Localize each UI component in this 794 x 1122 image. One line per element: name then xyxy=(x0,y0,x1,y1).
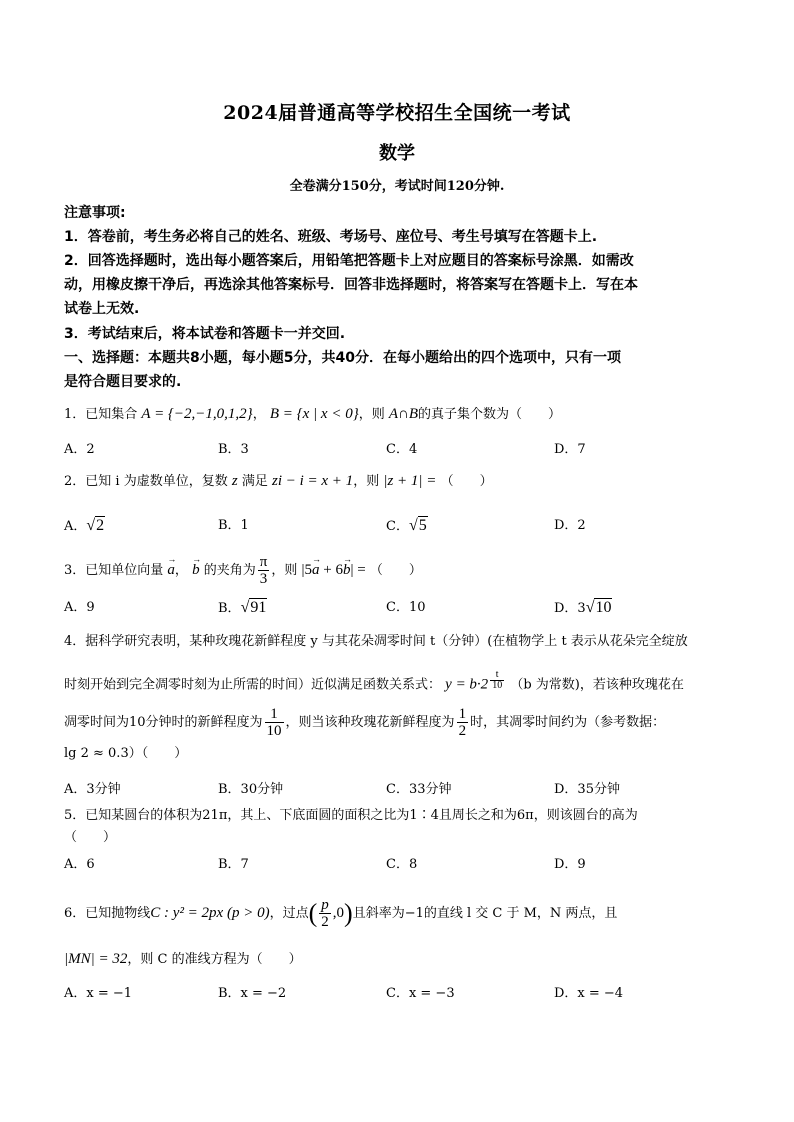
q6-post: 且斜率为−1的直线 l 交 C 于 M，N 两点，且 xyxy=(352,906,618,921)
q6-point-tail: ,0 xyxy=(332,905,345,921)
q5-option-d: D．9 xyxy=(554,857,586,872)
q3-option-d-label: D．3 xyxy=(554,601,586,616)
q6-option-c: C．x = −3 xyxy=(386,986,455,1001)
question-4-line-2 xyxy=(64,670,684,695)
q4-fraction-1-numerator: 1 xyxy=(265,706,284,723)
q3-vector-b: → b xyxy=(192,560,200,580)
q1-intersection: A∩B xyxy=(388,406,419,422)
q1-option-b: B．3 xyxy=(218,442,249,457)
q1-option-a: A．2 xyxy=(64,442,95,457)
q1-prefix: 1．已知集合 xyxy=(64,407,138,422)
q3-vector-a: → a xyxy=(167,560,175,580)
q3-option-b-label: B． xyxy=(218,601,241,616)
exam-title: 2024届普通高等学校招生全国统一考试 xyxy=(223,102,571,124)
note-3: 3．考试结束后，将本试卷和答题卡一并交回. xyxy=(64,326,346,342)
section-1-line-2: 是符合题目要求的. xyxy=(64,374,182,390)
q4-option-d: D．35分钟 xyxy=(554,782,620,797)
q5-option-b: B．7 xyxy=(218,857,249,872)
sqrt-sign: √2 xyxy=(86,517,105,534)
q2-option-a xyxy=(64,516,105,537)
q3-option-d xyxy=(554,598,612,619)
q2-option-c-label: C． xyxy=(386,519,409,534)
note-2-line-3: 试卷上无效. xyxy=(64,301,140,317)
q3-option-b xyxy=(218,598,267,619)
q2-option-a-label: A． xyxy=(64,519,87,534)
question-2 xyxy=(64,471,493,492)
question-5-line-2: （ ） xyxy=(64,830,117,845)
q1-set-a: A = {−2,−1,0,1,2} xyxy=(141,406,253,422)
q6-point-denominator: 2 xyxy=(321,914,329,930)
note-2-line-2: 动，用橡皮擦干净后，再选涂其他答案标号．回答非选择题时，将答案写在答题卡上．写在本 xyxy=(64,277,638,293)
question-6-line-2 xyxy=(64,949,302,970)
q3-prefix: 3．已知单位向量 xyxy=(64,563,164,578)
q6-point-numerator: p xyxy=(321,897,329,913)
q3-angle-fraction xyxy=(258,554,270,587)
q2-option-c-radicand: 5 xyxy=(418,517,427,534)
q3-expr-start: |5 xyxy=(301,562,312,578)
q2-option-b: B．1 xyxy=(218,518,249,533)
question-1 xyxy=(64,404,561,425)
q4-line-3-post: 时，其凋零时间约为（参考数据： xyxy=(470,715,666,730)
sqrt-sign: √5 xyxy=(408,517,427,534)
q2-option-a-radicand: 2 xyxy=(96,517,105,534)
q6-curve: C : y² = 2px (p > 0) xyxy=(150,905,270,921)
q2-then: ，则 xyxy=(353,474,380,489)
q2-post: （ ） xyxy=(440,474,493,489)
q4-fraction-1 xyxy=(265,706,284,739)
q4-line-2-prefix: 时刻开始到完全凋零时刻为止所需的时间）近似满足函数关系式： xyxy=(64,677,442,693)
question-4-line-1: 4．据科学研究表明，某种玫瑰花新鲜程度 y 与其花朵凋零时间 t（分钟）(在植物学上 t 表示从花朵完全绽放 xyxy=(64,634,688,649)
q4-exponent-fraction xyxy=(490,670,504,691)
q4-option-c: C．33分钟 xyxy=(386,782,452,797)
note-2-line-1: 2．回答选择题时，选出每小题答案后，用铅笔把答题卡上对应题目的答案标号涂黑．如需改 xyxy=(64,253,634,269)
exam-info: 全卷满分150分，考试时间120分钟. xyxy=(289,179,505,194)
q1-middle: ，则 xyxy=(358,407,385,422)
q2-option-c xyxy=(386,516,428,537)
q3-separator: ， xyxy=(174,563,188,578)
q1-separator: ， xyxy=(252,407,266,422)
q3-middle: 的夹角为 xyxy=(203,563,256,578)
q1-option-d: D．7 xyxy=(554,442,586,457)
q6-option-b: B．x = −2 xyxy=(218,986,287,1001)
section-1-line-1: 一、选择题：本题共8小题，每小题5分，共40分．在每小题给出的四个选项中，只有一项 xyxy=(64,350,621,366)
q1-post: 的真子集个数为（ ） xyxy=(418,407,562,422)
note-1: 1．答卷前，考生务必将自己的姓名、班级、考场号、座位号、考生号填写在答题卡上. xyxy=(64,229,598,245)
q3-expr-vector-b: → b xyxy=(343,560,351,580)
q4-line-2-post: （b 为常数)，若该种玫瑰花在 xyxy=(510,677,684,693)
q4-option-a: A．3分钟 xyxy=(64,782,121,797)
q3-expr-plus: + 6 xyxy=(319,562,343,578)
question-5-line-1: 5．已知某圆台的体积为21π，其上、下底面圆的面积之比为1∶4且周长之和为6π，则该圆台的高为 xyxy=(64,808,638,823)
q4-exponent-numerator: t xyxy=(490,670,504,681)
q6-line-2-post: ，则 C 的准线方程为（ ） xyxy=(127,952,302,967)
q3-angle-denominator: 3 xyxy=(259,571,268,587)
question-3 xyxy=(64,554,422,587)
q6-mn-expr: |MN| = 32 xyxy=(64,951,128,967)
q2-equation: zi − i = x + 1 xyxy=(271,473,354,489)
q2-prefix: 2．已知 i 为虚数单位，复数 xyxy=(64,474,228,489)
q6-point-fraction xyxy=(319,897,331,930)
q4-fraction-2-denominator: 2 xyxy=(458,723,467,739)
q1-option-c: C．4 xyxy=(386,442,418,457)
sqrt-sign: √10 xyxy=(585,599,612,616)
q4-exponent-denominator: 10 xyxy=(492,680,503,691)
q3-expr-vector-a: → a xyxy=(312,560,320,580)
question-4-line-4: lg 2 ≈ 0.3）（ ） xyxy=(64,746,188,761)
q3-expr-end: | = xyxy=(350,562,366,578)
q4-exponent xyxy=(488,669,506,691)
q5-option-a: A．6 xyxy=(64,857,95,872)
question-4-line-3 xyxy=(64,706,665,739)
q6-paren-open: ( xyxy=(308,898,318,928)
sqrt-sign: √91 xyxy=(240,599,267,616)
notes-heading: 注意事项: xyxy=(64,205,126,221)
q4-line-3-middle: ，则当该种玫瑰花新鲜程度为 xyxy=(285,715,455,730)
q2-ask: |z + 1| = xyxy=(383,473,437,489)
q4-line-3-prefix: 凋零时间为10分钟时的新鲜程度为 xyxy=(64,715,263,730)
q6-paren-close: ) xyxy=(344,898,353,928)
q6-prefix: 6．已知抛物线 xyxy=(64,906,151,921)
q3-option-b-radicand: 91 xyxy=(250,599,267,616)
q3-post: （ ） xyxy=(369,563,422,578)
q3-angle-numerator: π xyxy=(259,554,268,570)
question-6-line-1 xyxy=(64,897,617,930)
q2-z: z xyxy=(231,473,238,489)
subject-title: 数学 xyxy=(379,143,415,164)
q5-option-c: C．8 xyxy=(386,857,418,872)
q3-option-d-radicand: 10 xyxy=(595,599,612,616)
q6-middle: ，过点 xyxy=(269,906,309,921)
q6-option-a: A．x = −1 xyxy=(64,986,133,1001)
q3-option-a: A．9 xyxy=(64,600,95,615)
q3-option-c: C．10 xyxy=(386,600,426,615)
q2-middle: 满足 xyxy=(241,474,268,489)
q1-set-b: B = {x | x < 0} xyxy=(269,406,359,422)
q4-fraction-2-numerator: 1 xyxy=(458,706,467,722)
q2-option-d: D．2 xyxy=(554,518,586,533)
q4-option-b: B．30分钟 xyxy=(218,782,284,797)
q6-option-d: D．x = −4 xyxy=(554,986,624,1001)
q3-then: ，则 xyxy=(271,563,298,578)
q4-formula: y = b·2 xyxy=(445,676,489,693)
q4-fraction-2 xyxy=(457,706,469,739)
q4-fraction-1-denominator: 10 xyxy=(266,723,282,739)
